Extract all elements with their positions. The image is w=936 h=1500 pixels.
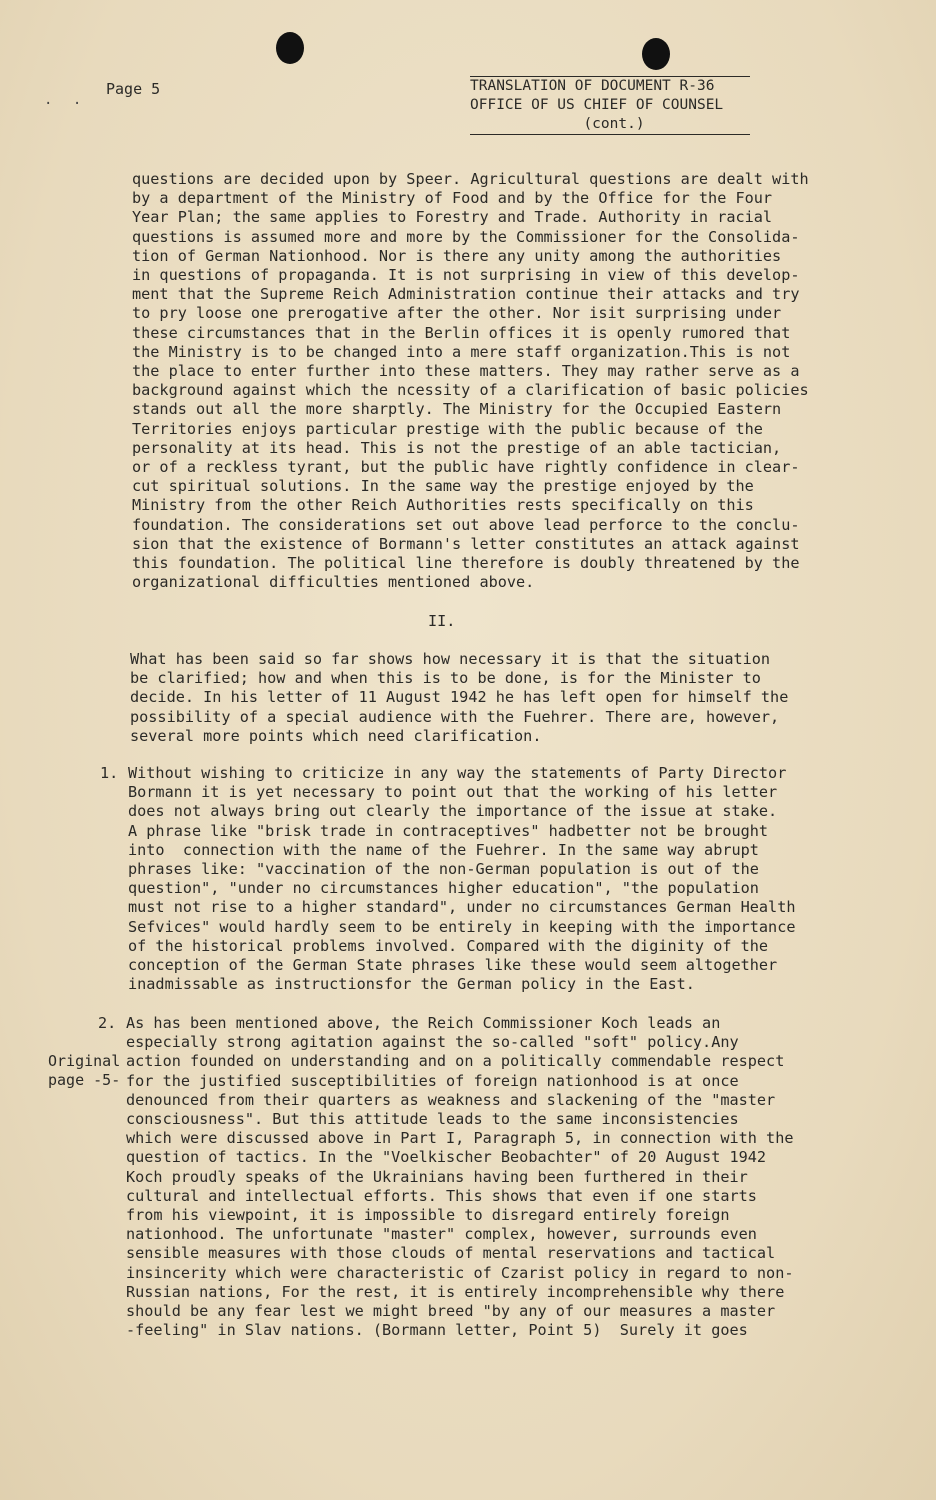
header-title: TRANSLATION OF DOCUMENT R-36 bbox=[470, 78, 715, 94]
header-continued: (cont.) bbox=[583, 116, 645, 132]
punch-hole-right bbox=[642, 38, 670, 70]
item-1-number: 1. bbox=[100, 764, 119, 782]
header-office: OFFICE OF US CHIEF OF COUNSEL bbox=[470, 97, 724, 113]
intro-paragraph: questions are decided upon by Speer. Agricultural questions are dealt with by a department of the Ministry of Food and by the Office for the Four Year Plan; the same applies to Forestry and Trade. Authority in racial questions is assumed more and more by the Commissioner for the Consolida- tion of German Nationhood. Nor is there any unity among the authorities in questions of propaganda. It is not surprising in view of this develop- ment that the Supreme Reich Administration continue their attacks and try to pry loose one prerogative after the other. Nor isit surprising under these circumstances that in the Berlin offices it is openly rumored that the Ministry is to be changed into a mere staff organization.This is not the place to enter further into these matters. They may rather serve as a background against which the ncessity of a clarification of basic policies stands out all the more sharptly. The Ministry for the Occupied Eastern Territories enjoys particular prestige with the public because of the personality at its head. This is not the prestige of an able tactician, or of a reckless tyrant, but the public have rightly confidence in clear- cut spiritual solutions. In the same way the prestige enjoyed by the Ministry from the other Reich Authorities rests specifically on this foundation. The considerations set out above lead perforce to the conclu- sion that the existence of Bormann's letter constitutes an attack against this foundation. The political line therefore is doubly threatened by the organizational difficulties mentioned above. bbox=[132, 170, 809, 592]
section-heading: II. bbox=[428, 612, 456, 630]
page-label: Page 5 bbox=[106, 80, 161, 98]
item-1-text: Without wishing to criticize in any way the statements of Party Director Bormann it is yet necessary to point out that the working of his letter does not always bring out clearly the importance of the issue at stake. A phrase like "brisk trade in contraceptives" hadbetter not be brought into connection with the name of the Fuehrer. In the same way abrupt phrases like: "vaccination of the non-German population is out of the question", "under no circumstances higher education", "the population must not rise to a higher standard", under no circumstances German Health Sefvices" would hardly seem to be entirely in keeping with the importance of the historical problems involved. Compared with the diginity of the conception of the German State phrases like these would seem altogether inadmissable as instructionsfor the German policy in the East. bbox=[128, 764, 796, 994]
margin-note: Original page -5- bbox=[48, 1052, 121, 1090]
section-ii-paragraph: What has been said so far shows how necessary it is that the situation be clarified; how and when this is to be done, is for the Minister to decide. In his letter of 11 August 1942 he has left open for himself the possibility of a special audience with the Fuehrer. There are, however, several more points which need clarification. bbox=[130, 650, 789, 745]
punch-hole-left bbox=[276, 32, 304, 64]
document-header bbox=[470, 76, 750, 135]
header-bottom-rule bbox=[470, 134, 750, 135]
item-2-number: 2. bbox=[98, 1014, 117, 1032]
item-2-text: As has been mentioned above, the Reich Commissioner Koch leads an especially strong agitation against the so-called "soft" policy.Any action founded on understanding and on a politically commendable respect for the justified susceptibilities of foreign nationhood is at once denounced from their quarters as weakness and slackening of the "master consciousness". But this attitude leads to the same inconsistencies which were discussed above in Part I, Paragraph 5, in connection with the question of tactics. In the "Voelkischer Beobachter" of 20 August 1942 Koch proudly speaks of the Ukrainians having been furthered in their cultural and intellectual efforts. This shows that even if one starts from his viewpoint, it is impossible to disregard entirely foreign nationhood. The unfortunate "master" complex, however, surrounds even sensible measures with those clouds of mental reservations and tactical insincerity which were characteristic of Czarist policy in regard to non- Russian nations, For the rest, it is entirely incomprehensible why there should be any fear lest we might breed "by any of our measures a master -feeling" in Slav nations. (Bormann letter, Point 5) Surely it goes bbox=[126, 1014, 794, 1340]
stray-marks: · · bbox=[44, 96, 88, 112]
